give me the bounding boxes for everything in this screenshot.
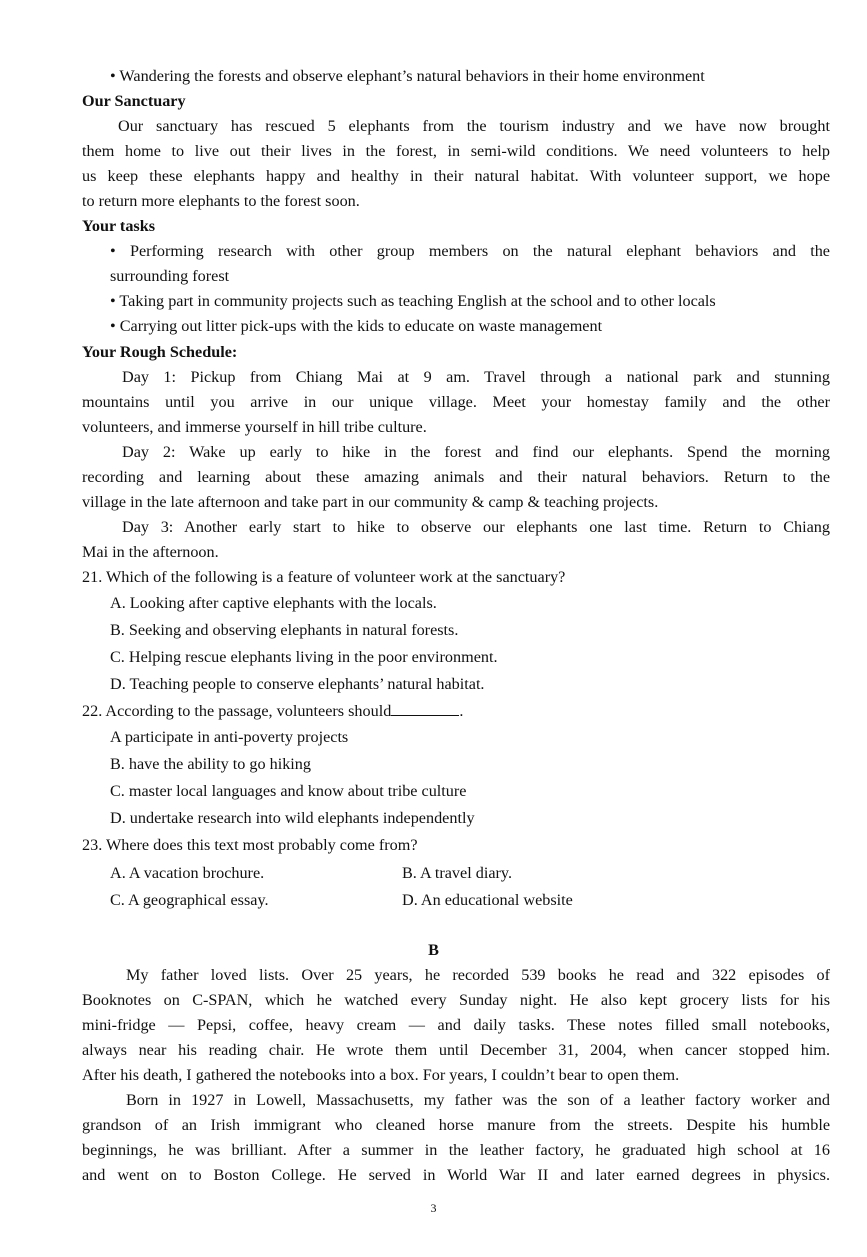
question-21-stem: 21. Which of the following is a feature of volunteer work at the sanctuary? [82, 568, 566, 586]
task-item: • Carrying out litter pick-ups with the kids to educate on waste management [110, 317, 603, 335]
question-23-option-a: A. A vacation brochure. [110, 864, 265, 882]
schedule-line: Day 2: Wake up early to hike in the forest and find our elephants. Spend the morning [122, 443, 830, 461]
passage-b-line: grandson of an Irish immigrant who cleaned horse manure from the streets. Despite his humble [82, 1116, 830, 1134]
page-number: 3 [430, 1201, 437, 1215]
passage-b-line: mini-fridge — Pepsi, coffee, heavy cream — and daily tasks. These notes filled small notebooks, [82, 1016, 830, 1034]
passage-b-line: After his death, I gathered the notebooks into a box. For years, I couldn’t bear to open them. [82, 1066, 680, 1084]
schedule-line: recording and learning about these amazing animals and their natural behaviors. Return to the [82, 468, 830, 486]
question-22-option-a: A participate in anti-poverty projects [110, 728, 349, 746]
schedule-line: volunteers, and immerse yourself in hill tribe culture. [82, 418, 427, 436]
question-23-option-d: D. An educational website [402, 891, 573, 909]
passage-b-line: Born in 1927 in Lowell, Massachusetts, my father was the son of a leather factory worker and [126, 1091, 830, 1109]
section-b-label: B [428, 941, 439, 959]
sanctuary-line: Our sanctuary has rescued 5 elephants from the tourism industry and we have now brought [118, 117, 830, 135]
schedule-line: mountains until you arrive in our unique village. Meet your homestay family and the other [82, 393, 830, 411]
question-21-option-a: A. Looking after captive elephants with the locals. [110, 594, 437, 612]
question-22-option-d: D. undertake research into wild elephants independently [110, 809, 475, 827]
passage-b-line: My father loved lists. Over 25 years, he recorded 539 books he read and 322 episodes of [126, 966, 830, 984]
question-23-stem: 23. Where does this text most probably come from? [82, 836, 418, 854]
tasks-heading: Your tasks [82, 217, 156, 235]
sanctuary-heading: Our Sanctuary [82, 92, 186, 110]
answer-blank [391, 699, 459, 716]
task-item: • Taking part in community projects such as teaching English at the school and to other locals [110, 292, 716, 310]
sanctuary-line: to return more elephants to the forest soon. [82, 192, 360, 210]
passage-b-line: beginnings, he was brilliant. After a summer in the leather factory, he graduated high school at 16 [82, 1141, 830, 1159]
passage-b-line: always near his reading chair. He wrote them until December 31, 2004, when cancer stopped him. [82, 1041, 830, 1059]
question-23-options-row [110, 861, 858, 886]
question-23-options-row [110, 888, 858, 913]
question-22-stem-end: . [459, 702, 464, 720]
schedule-line: village in the late afternoon and take part in our community & camp & teaching projects. [82, 493, 659, 511]
passage-b-line: Booknotes on C-SPAN, which he watched every Sunday night. He also kept grocery lists for his [82, 991, 830, 1009]
question-23-option-b: B. A travel diary. [402, 864, 512, 882]
sanctuary-line: them home to live out their lives in the forest, in semi-wild conditions. We need volunteers to help [82, 142, 830, 160]
task-item: • Performing research with other group members on the natural elephant behaviors and the [110, 242, 830, 260]
question-21-option-d: D. Teaching people to conserve elephants’ natural habitat. [110, 675, 485, 693]
intro-bullet: • Wandering the forests and observe elephant’s natural behaviors in their home environment [110, 67, 705, 85]
sanctuary-line: us keep these elephants happy and healthy in their natural habitat. With volunteer support, we hope [82, 167, 830, 185]
passage-b-line: and went on to Boston College. He served in World War II and later earned degrees in physics. [82, 1166, 830, 1184]
question-22-stem-text: 22. According to the passage, volunteers should [82, 702, 392, 720]
task-item-continued: surrounding forest [110, 267, 230, 285]
schedule-line: Day 1: Pickup from Chiang Mai at 9 am. Travel through a national park and stunning [122, 368, 830, 386]
question-23-option-c: C. A geographical essay. [110, 891, 269, 909]
schedule-line: Day 3: Another early start to hike to observe our elephants one last time. Return to Chiang [122, 518, 830, 536]
question-21-option-b: B. Seeking and observing elephants in natural forests. [110, 621, 459, 639]
question-22-option-b: B. have the ability to go hiking [110, 755, 311, 773]
question-22-option-c: C. master local languages and know about tribe culture [110, 782, 467, 800]
schedule-heading: Your Rough Schedule: [82, 343, 238, 361]
schedule-line: Mai in the afternoon. [82, 543, 219, 561]
question-21-option-c: C. Helping rescue elephants living in the poor environment. [110, 648, 498, 666]
question-22-stem [82, 699, 830, 724]
